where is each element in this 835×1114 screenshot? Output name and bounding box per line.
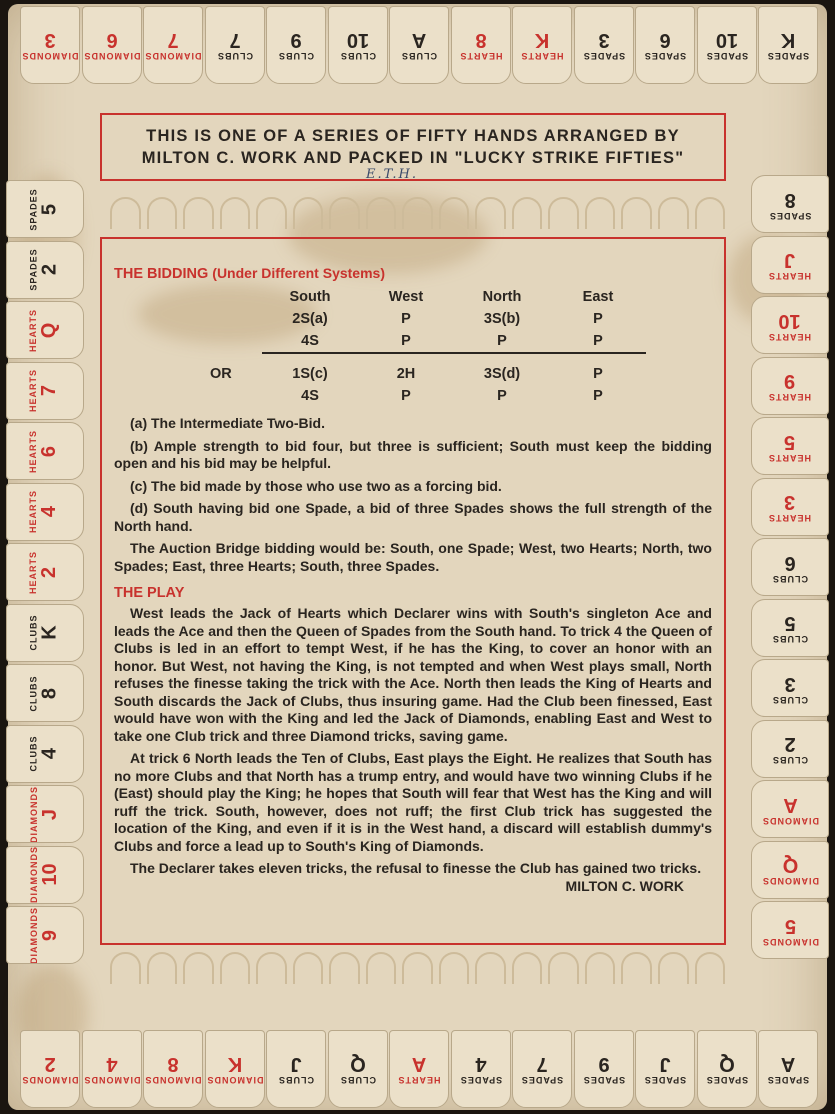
tab-slot bbox=[548, 197, 579, 229]
tab-suit-label: CLUBS bbox=[339, 1075, 376, 1086]
tab-rank-label: 5 bbox=[38, 203, 61, 215]
left-tab[interactable] bbox=[6, 785, 84, 843]
tab-slot bbox=[293, 197, 324, 229]
tab-slot bbox=[256, 197, 287, 229]
play-paragraph-1: West leads the Jack of Hearts which Declarer wins with South's singleton Ace and leads the Ace and then the Queen of Spades from the South hand. To trick 4 the Queen of Clubs is led in an effort to tempt West, if he has the King, to cover an honor with an honor. But West, not having the King, is not tempted and when West plays small, North refuses the finesse taking the trick with the Ace. North then leads the King of Hearts and South discards the Jack of Clubs, thus insuring game. Had the Club been finessed, East would have won with the King and led the Jack of Diamonds, enabling East and West to take one Club trick and three Diamond tricks, saving game. bbox=[114, 605, 712, 744]
right-tab[interactable] bbox=[751, 478, 829, 536]
tab-suit-label: CLUBS bbox=[278, 51, 314, 62]
top-tab[interactable] bbox=[82, 6, 142, 84]
tab-rank-label: A bbox=[782, 793, 798, 816]
tab-slot bbox=[695, 197, 726, 229]
bottom-tab[interactable] bbox=[143, 1030, 203, 1108]
top-tab[interactable] bbox=[758, 6, 818, 84]
right-tab[interactable] bbox=[751, 841, 829, 899]
tab-rank-label: 5 bbox=[784, 914, 796, 937]
tab-rank-label: J bbox=[38, 808, 61, 820]
right-tab[interactable] bbox=[751, 720, 829, 778]
hand-description bbox=[100, 237, 726, 945]
tab-suit-label: DIAMONDS bbox=[21, 51, 79, 62]
right-tab[interactable] bbox=[751, 659, 829, 717]
tab-suit-label: CLUBS bbox=[772, 694, 808, 705]
tab-rank-label: 10 bbox=[715, 29, 738, 52]
top-tab[interactable] bbox=[574, 6, 634, 84]
top-tab[interactable] bbox=[20, 6, 80, 84]
tab-rank-label: 9 bbox=[290, 29, 302, 52]
tab-slot bbox=[621, 952, 652, 984]
tab-slot bbox=[402, 197, 433, 229]
tab-suit-label: SPADES bbox=[705, 51, 748, 62]
tab-rank-label: 9 bbox=[597, 1053, 610, 1076]
top-tab[interactable] bbox=[205, 6, 265, 84]
col-north: North bbox=[482, 289, 522, 305]
tab-slot bbox=[110, 197, 141, 229]
right-tab[interactable] bbox=[751, 296, 829, 354]
tab-slot bbox=[147, 197, 178, 229]
bottom-tab[interactable] bbox=[266, 1030, 326, 1108]
tab-slot bbox=[439, 197, 470, 229]
tab-slot bbox=[329, 952, 360, 984]
tab-rank-label: 5 bbox=[784, 430, 796, 453]
left-tab[interactable] bbox=[6, 422, 84, 480]
play-paragraph-2: At trick 6 North leads the Ten of Clubs, East plays the Eight. He realizes that South has no more Clubs and that North has a trump entry, and would have two winning Clubs if he (East) should play the King; he hopes that South will fear that West has the King and will ruff the trick. South, however, does not ruff; the first Club trick has suggested the location of the King, and even if it is in the West hand, a discard will establish dummy's Clubs and force a lead up to South's King of Diamonds. bbox=[114, 750, 712, 854]
tab-rank-label: 6 bbox=[659, 29, 671, 52]
tab-suit-label: SPADES bbox=[768, 210, 812, 221]
tab-suit-label: DIAMONDS bbox=[28, 785, 39, 843]
tab-suit-label: HEARTS bbox=[397, 1075, 441, 1086]
tab-slot bbox=[147, 952, 178, 984]
tab-slot bbox=[183, 952, 214, 984]
bidding-subtitle: (Under Different Systems) bbox=[212, 265, 385, 281]
bidding-header-row bbox=[210, 286, 646, 308]
handwritten-initials: E.T.H. bbox=[366, 167, 418, 182]
tab-suit-label: CLUBS bbox=[216, 51, 253, 62]
tab-suit-label: DIAMONDS bbox=[28, 906, 39, 964]
tab-rank-label: 6 bbox=[784, 551, 796, 574]
bidding-row: 2S(a) P 3S(b) P bbox=[292, 311, 603, 327]
tab-suit-label: SPADES bbox=[766, 1075, 810, 1086]
tab-suit-label: HEARTS bbox=[768, 513, 812, 523]
top-tab[interactable] bbox=[635, 6, 695, 84]
tab-slot bbox=[585, 197, 616, 229]
right-tab[interactable] bbox=[751, 599, 829, 657]
tab-slot bbox=[220, 952, 251, 984]
tab-rank-label: 8 bbox=[784, 188, 796, 211]
bidding-note-d: (d) South having bid one Spade, a bid of three Spades shows the full strength of the North hand. bbox=[114, 500, 712, 534]
tab-suit-label: CLUBS bbox=[278, 1075, 314, 1086]
tab-slot bbox=[256, 952, 287, 984]
tab-slot bbox=[110, 952, 141, 984]
slot-row-top bbox=[110, 197, 725, 231]
right-tab[interactable] bbox=[751, 175, 829, 233]
bottom-tab[interactable] bbox=[635, 1030, 695, 1108]
tab-suit-label: HEARTS bbox=[520, 51, 564, 62]
top-tab[interactable] bbox=[697, 6, 757, 84]
top-tab[interactable] bbox=[451, 6, 511, 84]
tab-rank-label: 4 bbox=[474, 1053, 487, 1076]
tab-suit-label: DIAMONDS bbox=[144, 1075, 202, 1086]
left-tab[interactable] bbox=[6, 241, 84, 299]
right-tab[interactable] bbox=[751, 357, 829, 415]
tab-suit-label: DIAMONDS bbox=[206, 1075, 263, 1086]
tab-slot bbox=[512, 197, 543, 229]
tab-slot bbox=[220, 197, 251, 229]
tab-rank-label: J bbox=[784, 249, 796, 271]
tab-rank-label: J bbox=[659, 1053, 671, 1076]
right-tab[interactable] bbox=[751, 236, 829, 294]
tab-suit-label: DIAMONDS bbox=[761, 936, 819, 947]
bottom-tab[interactable] bbox=[82, 1030, 142, 1108]
right-tab[interactable] bbox=[751, 901, 829, 959]
col-east: East bbox=[582, 289, 614, 305]
signature: MILTON C. WORK bbox=[565, 877, 684, 894]
tab-suit-label: HEARTS bbox=[28, 368, 39, 413]
tab-suit-label: DIAMONDS bbox=[761, 876, 819, 886]
tab-suit-label: HEARTS bbox=[28, 308, 39, 352]
top-tab[interactable] bbox=[328, 6, 388, 84]
play-paragraph-3: The Declarer takes eleven tricks, the refusal to finesse the Club has gained two tricks. MILTON C. WORK bbox=[130, 860, 702, 894]
tab-rank-label: K bbox=[227, 1053, 242, 1076]
tab-suit-label: CLUBS bbox=[772, 634, 808, 644]
tab-rank-label: 10 bbox=[38, 863, 61, 886]
tab-slot bbox=[439, 952, 470, 984]
tab-slot bbox=[366, 197, 397, 229]
bottom-tab[interactable] bbox=[205, 1030, 265, 1108]
tab-suit-label: DIAMONDS bbox=[83, 1075, 140, 1086]
tab-suit-label: CLUBS bbox=[772, 573, 808, 584]
tab-rank-label: 7 bbox=[536, 1053, 548, 1076]
tab-suit-label: HEARTS bbox=[768, 392, 812, 402]
slot-row-bottom bbox=[110, 952, 725, 986]
bottom-tab[interactable] bbox=[389, 1030, 449, 1108]
left-tab[interactable] bbox=[6, 301, 84, 359]
bidding-row: OR 1S(c) 2H 3S(d) P bbox=[210, 353, 646, 385]
tab-slot bbox=[329, 197, 360, 229]
left-tab[interactable] bbox=[6, 664, 84, 722]
tab-rank-label: 9 bbox=[784, 370, 796, 392]
tab-rank-label: 3 bbox=[784, 672, 796, 695]
tab-rank-label: 5 bbox=[784, 612, 796, 634]
tab-slot bbox=[183, 197, 214, 229]
left-tab[interactable] bbox=[6, 846, 84, 904]
tab-rank-label: A bbox=[780, 1053, 796, 1076]
tab-rank-label: 8 bbox=[474, 29, 487, 52]
tab-suit-label: SPADES bbox=[28, 248, 39, 291]
tab-rank-label: 7 bbox=[38, 384, 61, 397]
bottom-tab[interactable] bbox=[758, 1030, 818, 1108]
tab-slot bbox=[475, 197, 506, 229]
tab-rank-label: 2 bbox=[44, 1053, 56, 1076]
tab-slot bbox=[366, 952, 397, 984]
tab-slot bbox=[658, 197, 689, 229]
tab-slot bbox=[402, 952, 433, 984]
tab-suit-label: CLUBS bbox=[28, 675, 39, 711]
tab-suit-label: DIAMONDS bbox=[83, 51, 140, 62]
tab-rank-label: K bbox=[780, 29, 796, 52]
tab-suit-label: SPADES bbox=[705, 1075, 748, 1086]
tab-rank-label: 3 bbox=[44, 29, 56, 52]
tab-suit-label: SPADES bbox=[766, 51, 810, 62]
tab-rank-label: 3 bbox=[784, 491, 796, 513]
tab-rank-label: 9 bbox=[38, 929, 61, 941]
tab-suit-label: HEARTS bbox=[768, 452, 812, 463]
right-tab[interactable] bbox=[751, 417, 829, 475]
right-tab[interactable] bbox=[751, 538, 829, 596]
tab-suit-label: HEARTS bbox=[768, 331, 812, 342]
tab-rank-label: J bbox=[290, 1053, 302, 1076]
tab-slot bbox=[695, 952, 726, 984]
tab-rank-label: 4 bbox=[105, 1053, 118, 1076]
bidding-note-b: (b) Ample strength to bid four, but three is sufficient; South must keep the bidding open and his bid may be helpful. bbox=[114, 437, 712, 471]
left-tab[interactable] bbox=[6, 725, 84, 783]
tab-suit-label: SPADES bbox=[28, 187, 39, 231]
tab-rank-label: 2 bbox=[38, 566, 61, 578]
tab-rank-label: 8 bbox=[167, 1053, 179, 1076]
bottom-tab[interactable] bbox=[20, 1030, 80, 1108]
top-tab[interactable] bbox=[266, 6, 326, 84]
top-tab[interactable] bbox=[143, 6, 203, 84]
bidding-note-c: (c) The bid made by those who use two as a forcing bid. bbox=[130, 477, 502, 494]
bottom-tab[interactable] bbox=[697, 1030, 757, 1108]
tab-suit-label: SPADES bbox=[643, 51, 687, 62]
tab-suit-label: CLUBS bbox=[772, 755, 808, 765]
left-tab[interactable] bbox=[6, 604, 84, 662]
tab-suit-label: DIAMONDS bbox=[761, 815, 819, 826]
right-tab[interactable] bbox=[751, 780, 829, 838]
tab-suit-label: CLUBS bbox=[339, 51, 376, 62]
tab-suit-label: HEARTS bbox=[459, 51, 503, 62]
header-line-1: THIS IS ONE OF A SERIES OF FIFTY HANDS ARRANGED BY bbox=[146, 127, 680, 145]
bottom-tab[interactable] bbox=[512, 1030, 572, 1108]
left-tab[interactable] bbox=[6, 362, 84, 420]
tab-rank-label: 4 bbox=[38, 505, 61, 518]
tab-suit-label: HEARTS bbox=[28, 429, 39, 473]
left-tab[interactable] bbox=[6, 543, 84, 601]
tab-rank-label: 4 bbox=[38, 747, 61, 760]
tab-rank-label: 10 bbox=[778, 309, 802, 332]
tab-suit-label: SPADES bbox=[459, 1075, 502, 1086]
left-tab[interactable] bbox=[6, 483, 84, 541]
left-tab[interactable] bbox=[6, 180, 84, 238]
tab-suit-label: SPADES bbox=[582, 51, 625, 62]
tab-rank-label: 3 bbox=[597, 29, 610, 52]
top-tab[interactable] bbox=[389, 6, 449, 84]
tab-rank-label: A bbox=[411, 29, 427, 52]
col-south: South bbox=[289, 289, 331, 305]
tab-rank-label: 2 bbox=[784, 733, 796, 755]
tab-rank-label: Q bbox=[349, 1053, 366, 1076]
play-heading: THE PLAY bbox=[114, 585, 185, 601]
tab-rank-label: 6 bbox=[105, 29, 118, 52]
bidding-row: 4S P P P bbox=[301, 388, 603, 404]
auction-bridge-note: The Auction Bridge bidding would be: South, one Spade; West, two Hearts; North, two Spades; East, three Hearts; South, three Spades. bbox=[114, 540, 712, 574]
tab-suit-label: SPADES bbox=[582, 1075, 625, 1086]
tab-slot bbox=[658, 952, 689, 984]
bidding-note-a: (a) The Intermediate Two-Bid. bbox=[130, 415, 325, 431]
bidding-table bbox=[210, 286, 646, 407]
tab-suit-label: SPADES bbox=[520, 1075, 564, 1086]
tab-rank-label: 7 bbox=[167, 29, 179, 52]
bottom-tab[interactable] bbox=[451, 1030, 511, 1108]
header-line-2: MILTON C. WORK AND PACKED IN "LUCKY STRIKE FIFTIES" bbox=[141, 149, 685, 167]
tab-rank-label: K bbox=[534, 29, 550, 52]
bidding-heading bbox=[114, 265, 712, 282]
tab-rank-label: 7 bbox=[228, 29, 241, 52]
tab-suit-label: HEARTS bbox=[768, 271, 812, 281]
tab-slot bbox=[548, 952, 579, 984]
tab-suit-label: DIAMONDS bbox=[28, 846, 39, 903]
tab-slot bbox=[293, 952, 324, 984]
bottom-tab[interactable] bbox=[328, 1030, 388, 1108]
bidding-title: THE BIDDING bbox=[114, 266, 209, 282]
tab-suit-label: SPADES bbox=[643, 1075, 687, 1086]
tab-suit-label: HEARTS bbox=[28, 489, 39, 534]
tab-rank-label: 10 bbox=[346, 29, 369, 52]
bottom-tab[interactable] bbox=[574, 1030, 634, 1108]
tab-suit-label: CLUBS bbox=[401, 51, 437, 62]
col-west: West bbox=[388, 289, 424, 305]
tab-rank-label: Q bbox=[782, 854, 798, 876]
tab-slot bbox=[621, 197, 652, 229]
tab-suit-label: HEARTS bbox=[28, 550, 39, 594]
bidding-row: 4S P P P bbox=[301, 333, 603, 349]
tab-suit-label: DIAMONDS bbox=[144, 51, 202, 62]
tab-rank-label: 6 bbox=[38, 445, 61, 457]
tab-rank-label: 8 bbox=[38, 687, 61, 699]
tab-rank-label: A bbox=[411, 1053, 427, 1076]
tab-rank-label: Q bbox=[38, 322, 61, 338]
left-tab[interactable] bbox=[6, 906, 84, 964]
tab-rank-label: K bbox=[38, 625, 61, 640]
tab-suit-label: DIAMONDS bbox=[21, 1075, 79, 1086]
tab-rank-label: Q bbox=[718, 1053, 735, 1076]
tab-rank-label: 2 bbox=[38, 263, 61, 276]
tab-slot bbox=[475, 952, 506, 984]
tab-slot bbox=[512, 952, 543, 984]
tab-slot bbox=[585, 952, 616, 984]
top-tab[interactable] bbox=[512, 6, 572, 84]
tab-suit-label: CLUBS bbox=[28, 614, 39, 651]
tab-suit-label: CLUBS bbox=[28, 735, 39, 772]
